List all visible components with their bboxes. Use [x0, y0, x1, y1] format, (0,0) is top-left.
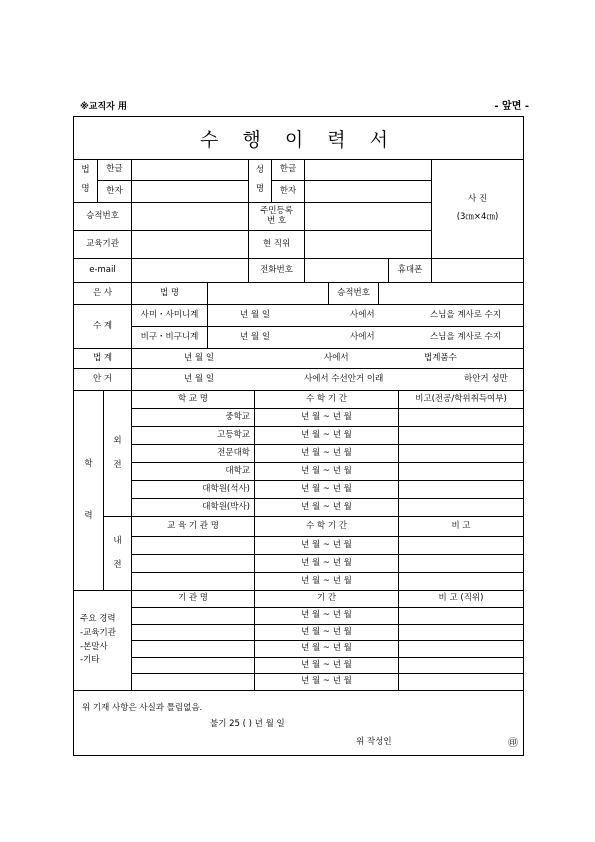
study-period[interactable]: 년 월 ~ 년 월 [255, 537, 399, 555]
career-note-header: 비 고 (직위) [399, 591, 523, 608]
retreat-row[interactable]: 년 월 일 사에서 수선안거 이래 하안거 성만 [132, 369, 523, 391]
career-note-field[interactable] [399, 658, 523, 675]
note-field[interactable] [399, 573, 523, 591]
inside-note-header: 비 고 [399, 517, 523, 537]
career-note-field[interactable] [399, 641, 523, 658]
teacher-ordination-label: 승적번호 [329, 283, 379, 305]
surname-label: 성 명 [249, 159, 272, 203]
study-period-header: 수 학 기 간 [255, 391, 399, 409]
name-label: 법 명 [74, 159, 98, 203]
phone-label: 전화번호 [249, 259, 305, 283]
education-institution-label: 교육기관 [74, 231, 132, 259]
form-title: 수 행 이 력 서 [74, 117, 523, 160]
career-period[interactable]: 년 월 ~ 년 월 [255, 674, 399, 691]
precepts-row[interactable]: 년 월 일 사에서 스님을 계사로 수지 [208, 305, 523, 327]
precepts-type: 사미・사미니계 [132, 305, 208, 327]
institution-field[interactable] [132, 555, 255, 573]
note-field[interactable] [399, 537, 523, 555]
career-period[interactable]: 년 월 ~ 년 월 [255, 641, 399, 658]
school-name: 대학교 [132, 463, 255, 481]
school-name: 중학교 [132, 409, 255, 427]
phone-field[interactable] [305, 259, 389, 283]
teacher-label: 은 사 [74, 283, 132, 305]
career-institution-field[interactable] [132, 625, 255, 642]
study-period[interactable]: 년 월 ~ 년 월 [255, 573, 399, 591]
precepts-row[interactable]: 년 월 일 사에서 스님을 계사로 수지 [208, 327, 523, 349]
retreat-label: 안 거 [74, 369, 132, 391]
career-note-field[interactable] [399, 625, 523, 642]
school-name: 대학원(박사) [132, 499, 255, 517]
writer-label: 위 작성인 [356, 737, 392, 747]
study-period[interactable]: 년 월 ~ 년 월 [255, 463, 399, 481]
career-institution-field[interactable] [132, 674, 255, 691]
declaration-date: 불기 25 ( ) 년 월 일 [210, 719, 285, 729]
career-institution-field[interactable] [132, 658, 255, 675]
ordination-no-field[interactable] [132, 203, 249, 231]
surname-hanja-field[interactable] [305, 181, 432, 203]
seal-icon: ㊞ [508, 738, 518, 749]
education-institution-field[interactable] [132, 231, 249, 259]
mobile-label: 휴대폰 [389, 259, 432, 283]
position-field[interactable] [305, 231, 432, 259]
surname-hangul-label: 한글 [272, 159, 305, 181]
career-period[interactable]: 년 월 ~ 년 월 [255, 608, 399, 625]
study-period[interactable]: 년 월 ~ 년 월 [255, 555, 399, 573]
name-hanja-label: 한자 [98, 181, 132, 203]
precepts-type: 비구・비구니계 [132, 327, 208, 349]
inside-period-header: 수 학 기 간 [255, 517, 399, 537]
name-hanja-field[interactable] [132, 181, 249, 203]
outside-note-header: 비고(전공/학위취득여부) [399, 391, 523, 409]
school-header: 학 교 명 [132, 391, 255, 409]
note-field[interactable] [399, 555, 523, 573]
education-label: 학 력 [74, 391, 104, 591]
teacher-name-field[interactable] [208, 283, 329, 305]
surname-hangul-field[interactable] [305, 159, 432, 181]
position-label: 현 직위 [249, 231, 305, 259]
school-name: 고등학교 [132, 427, 255, 445]
declaration [74, 691, 523, 757]
resident-no-field[interactable] [305, 203, 432, 231]
declaration-statement: 위 기재 사항은 사실과 틀림없음. [82, 703, 203, 713]
note-field[interactable] [399, 445, 523, 463]
resume-form [73, 116, 524, 756]
institution-field[interactable] [132, 573, 255, 591]
study-period[interactable]: 년 월 ~ 년 월 [255, 499, 399, 517]
note-field[interactable] [399, 499, 523, 517]
career-institution-field[interactable] [132, 608, 255, 625]
institution-field[interactable] [132, 537, 255, 555]
study-period[interactable]: 년 월 ~ 년 월 [255, 409, 399, 427]
name-hangul-label: 한글 [98, 159, 132, 181]
surname-hanja-label: 한자 [272, 181, 305, 203]
note-field[interactable] [399, 463, 523, 481]
email-field[interactable] [132, 259, 249, 283]
teacher-ordination-field[interactable] [379, 283, 523, 305]
page-side-label: - 앞면 - [494, 101, 529, 112]
photo-box[interactable]: 사 진 (3㎝×4㎝) [432, 159, 523, 259]
teacher-name-label: 법 명 [132, 283, 208, 305]
career-note-field[interactable] [399, 674, 523, 691]
school-name: 대학원(석사) [132, 481, 255, 499]
resident-no-label: 주민등록 번 호 [249, 203, 305, 231]
career-institution-field[interactable] [132, 641, 255, 658]
ordination-no-label: 승적번호 [74, 203, 132, 231]
career-note-field[interactable] [399, 608, 523, 625]
career-label: 주요 경력 -교육기관 -본말사 -기타 [74, 591, 132, 691]
name-hangul-field[interactable] [132, 159, 249, 181]
note-field[interactable] [399, 409, 523, 427]
inside-education-label: 내 전 [104, 517, 132, 591]
study-period[interactable]: 년 월 ~ 년 월 [255, 445, 399, 463]
career-period-header: 기 간 [255, 591, 399, 608]
email-label: e-mail [74, 259, 132, 283]
institution-header: 교 육 기 관 명 [132, 517, 255, 537]
dharma-label: 법 계 [74, 349, 132, 369]
career-institution-header: 기 관 명 [132, 591, 255, 608]
precepts-label: 수 계 [74, 305, 132, 349]
form-type-label: ※교직자 用 [80, 102, 127, 112]
career-period[interactable]: 년 월 ~ 년 월 [255, 658, 399, 675]
study-period[interactable]: 년 월 ~ 년 월 [255, 481, 399, 499]
dharma-row[interactable]: 년 월 일 사에서 법계품수 [132, 349, 523, 369]
career-period[interactable]: 년 월 ~ 년 월 [255, 625, 399, 642]
note-field[interactable] [399, 427, 523, 445]
study-period[interactable]: 년 월 ~ 년 월 [255, 427, 399, 445]
outside-education-label: 외 전 [104, 391, 132, 517]
school-name: 전문대학 [132, 445, 255, 463]
mobile-field[interactable] [432, 259, 523, 283]
note-field[interactable] [399, 481, 523, 499]
